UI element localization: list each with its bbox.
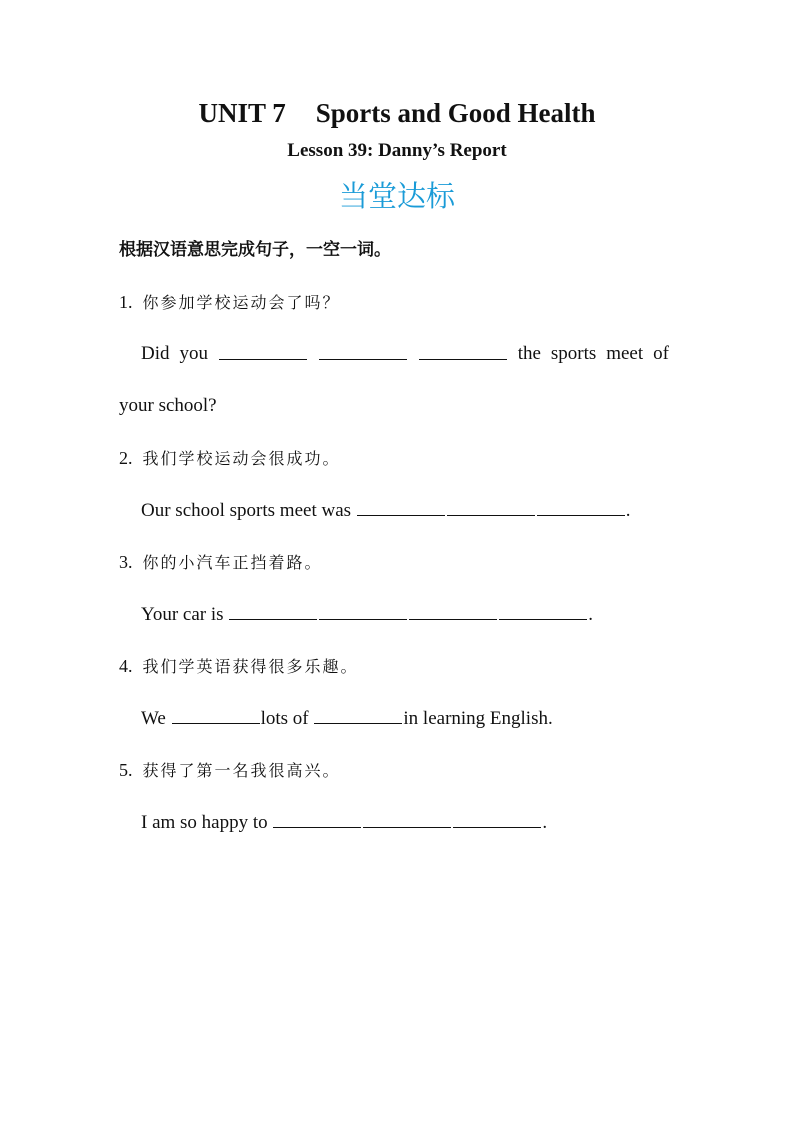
answer-blank[interactable] (453, 809, 541, 828)
answer-blank[interactable] (499, 601, 587, 620)
answer-blank[interactable] (172, 705, 260, 724)
answer-blank[interactable] (419, 341, 507, 360)
question-number: 4. (119, 656, 133, 676)
instruction-text: 根据汉语意思完成句子，一空一词。 (119, 240, 391, 260)
answer-word: you (179, 343, 208, 364)
question-5 (119, 757, 341, 784)
question-2 (119, 445, 341, 472)
question-1 (119, 289, 341, 316)
unit-label: UNIT 7 (198, 98, 286, 128)
question-chinese: 我们学英语获得很多乐趣。 (142, 657, 359, 676)
answer-punctuation: . (625, 500, 631, 521)
answer-line-1 (141, 341, 669, 367)
answer-line-2 (141, 497, 631, 524)
question-chinese: 你的小汽车正挡着路。 (142, 553, 323, 572)
unit-title (0, 96, 794, 130)
section-heading: 当堂达标 (338, 179, 455, 213)
answer-line-5 (141, 809, 547, 836)
question-chinese: 我们学校运动会很成功。 (142, 449, 341, 468)
unit-topic: Sports and Good Health (315, 98, 596, 128)
answer-word: of (653, 343, 669, 364)
answer-text: Our school sports meet was (141, 500, 352, 521)
answer-punctuation: . (542, 812, 548, 833)
answer-punctuation: . (588, 604, 594, 625)
answer-blank[interactable] (314, 705, 402, 724)
answer-blank[interactable] (537, 497, 625, 516)
answer-continuation: your school? (119, 395, 217, 416)
answer-blank[interactable] (357, 497, 445, 516)
answer-blank[interactable] (363, 809, 451, 828)
answer-text: I am so happy to (141, 812, 268, 833)
answer-text: Your car is (141, 604, 224, 625)
answer-blank[interactable] (319, 341, 407, 360)
answer-word: the (517, 343, 541, 364)
answer-text: in learning English. (403, 708, 553, 729)
answer-line-4 (141, 705, 553, 732)
answer-blank[interactable] (447, 497, 535, 516)
answer-word: Did (141, 343, 170, 364)
question-number: 1. (119, 292, 133, 312)
question-chinese: 获得了第一名我很高兴。 (142, 761, 341, 780)
lesson-title: Lesson 39: Danny’s Report (287, 140, 507, 161)
answer-blank[interactable] (409, 601, 497, 620)
question-chinese: 你参加学校运动会了吗？ (142, 293, 341, 312)
answer-blank[interactable] (219, 341, 307, 360)
question-4 (119, 653, 359, 680)
question-3 (119, 549, 323, 576)
answer-word: sports (550, 343, 597, 364)
answer-blank[interactable] (319, 601, 407, 620)
answer-word: meet (606, 343, 644, 364)
question-number: 2. (119, 448, 133, 468)
answer-blank[interactable] (273, 809, 361, 828)
answer-line-3 (141, 601, 593, 628)
question-number: 5. (119, 760, 133, 780)
answer-blank[interactable] (229, 601, 317, 620)
answer-text: We (141, 708, 166, 729)
answer-text: lots of (260, 708, 309, 729)
question-number: 3. (119, 552, 133, 572)
